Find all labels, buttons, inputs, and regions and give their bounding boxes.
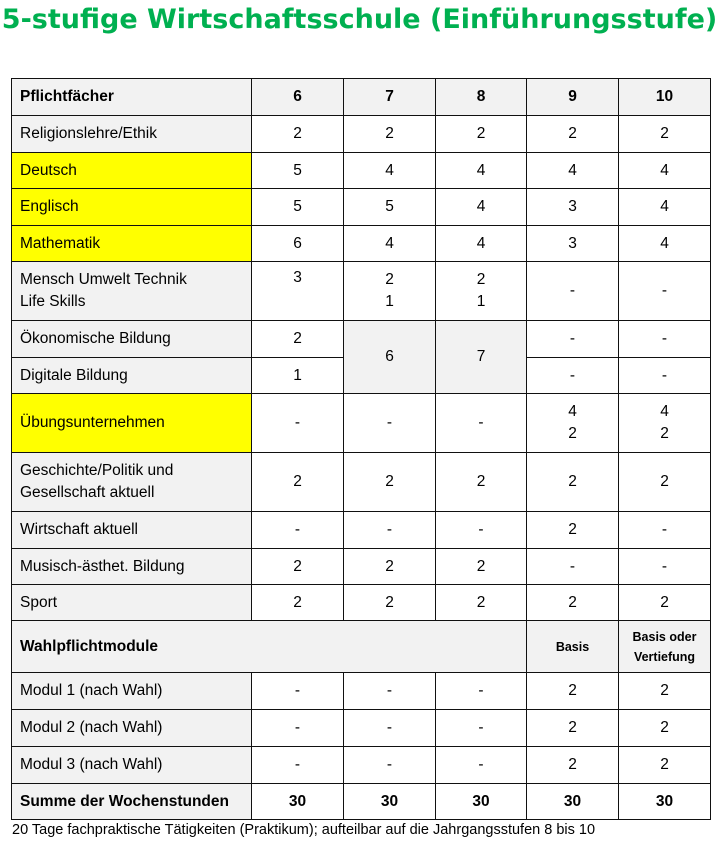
cell-grade-7: 2 — [344, 453, 436, 512]
subject-label-line: Mensch Umwelt Technik — [20, 271, 187, 288]
subject-label — [12, 262, 252, 321]
subject-label — [12, 453, 252, 512]
sum-label: Summe der Wochenstunden — [12, 784, 252, 820]
merged-cell-grade-8: 7 — [436, 321, 527, 394]
header-grade-9: 9 — [527, 79, 619, 116]
subject-label: Mathematik — [12, 226, 252, 262]
table-row — [12, 189, 711, 226]
header-grade-10: 10 — [619, 79, 711, 116]
cell-grade-6: 2 — [252, 321, 344, 358]
cell-value: 1 — [476, 293, 486, 310]
cell-grade-8: 2 — [436, 585, 527, 621]
cell-value: 2 — [660, 425, 669, 442]
cell-grade-6: - — [252, 673, 344, 710]
header-grade-7: 7 — [344, 79, 436, 116]
subject-label: Wirtschaft aktuell — [12, 512, 252, 549]
cell-value: 4 — [568, 403, 577, 420]
cell-grade-9: 2 — [527, 673, 619, 710]
subject-label-line: Geschichte/Politik und — [20, 462, 174, 479]
cell-grade-7 — [344, 262, 436, 321]
sum-row — [12, 784, 711, 820]
cell-grade-8: - — [436, 673, 527, 710]
module-label: Modul 3 (nach Wahl) — [12, 747, 252, 784]
cell-grade-9: 3 — [527, 226, 619, 262]
table-row — [12, 116, 711, 153]
cell-grade-9: 2 — [527, 512, 619, 549]
cell-value: 2 — [385, 271, 394, 288]
subject-label: Musisch-ästhet. Bildung — [12, 549, 252, 585]
cell-grade-8: - — [436, 710, 527, 747]
table-row — [12, 321, 711, 358]
cell-grade-9: 2 — [527, 116, 619, 153]
footnote: 20 Tage fachpraktische Tätigkeiten (Praktikum); aufteilbar auf die Jahrgangsstufen 8 bis 10 — [12, 822, 596, 838]
module-label: Modul 1 (nach Wahl) — [12, 673, 252, 710]
cell-grade-6: 1 — [252, 358, 344, 394]
page-title: 5-stufige Wirtschaftsschule (Einführungsstufe) — [1, 4, 718, 35]
cell-grade-7: - — [344, 710, 436, 747]
subject-label: Deutsch — [12, 153, 252, 189]
cell-grade-9: - — [527, 321, 619, 358]
cell-grade-6: 2 — [252, 549, 344, 585]
cell-grade-9: 4 — [527, 153, 619, 189]
cell-value: 4 — [660, 403, 669, 420]
cell-grade-10: 4 — [619, 189, 711, 226]
table-row — [12, 747, 711, 784]
cell-grade-10: - — [619, 358, 711, 394]
header-grade-8: 8 — [436, 79, 527, 116]
cell-grade-9: 2 — [527, 747, 619, 784]
timetable — [11, 78, 711, 820]
cell-grade-8: 4 — [436, 153, 527, 189]
cell-grade-10: 2 — [619, 453, 711, 512]
cell-grade-9: 2 — [527, 710, 619, 747]
cell-grade-8: 2 — [436, 453, 527, 512]
cell-grade-6: - — [252, 710, 344, 747]
cell-grade-8: 2 — [436, 116, 527, 153]
table-row — [12, 262, 711, 321]
cell-grade-6: - — [252, 747, 344, 784]
subject-label: Ökonomische Bildung — [12, 321, 252, 358]
wahlpflicht-grade-10 — [619, 621, 711, 673]
cell-grade-10: 2 — [619, 747, 711, 784]
cell-grade-10: 4 — [619, 226, 711, 262]
wahlpflicht-grade-10-line: Basis oder — [632, 629, 697, 644]
cell-value: 2 — [568, 425, 577, 442]
wahlpflicht-header-row — [12, 621, 711, 673]
cell-grade-10: 2 — [619, 585, 711, 621]
cell-grade-7: - — [344, 747, 436, 784]
cell-grade-10: 2 — [619, 116, 711, 153]
subject-label: Religionslehre/Ethik — [12, 116, 252, 153]
cell-grade-9: - — [527, 262, 619, 321]
cell-grade-7: 5 — [344, 189, 436, 226]
cell-grade-9: 2 — [527, 585, 619, 621]
cell-grade-8: - — [436, 747, 527, 784]
cell-grade-6: - — [252, 394, 344, 453]
subject-label: Sport — [12, 585, 252, 621]
cell-grade-8: 2 — [436, 549, 527, 585]
header-subject: Pflichtfächer — [12, 79, 252, 116]
cell-grade-7: 2 — [344, 585, 436, 621]
cell-grade-7: - — [344, 512, 436, 549]
wahlpflicht-label: Wahlpflichtmodule — [12, 621, 527, 673]
cell-grade-6: 2 — [252, 585, 344, 621]
cell-grade-6: 2 — [252, 453, 344, 512]
cell-grade-10: - — [619, 549, 711, 585]
cell-grade-7: 4 — [344, 153, 436, 189]
cell-grade-10 — [619, 394, 711, 453]
subject-label-line: Gesellschaft aktuell — [20, 484, 155, 501]
cell-grade-10: - — [619, 321, 711, 358]
table-row — [12, 453, 711, 512]
cell-grade-10: 2 — [619, 673, 711, 710]
cell-grade-7: - — [344, 673, 436, 710]
cell-grade-8: - — [436, 394, 527, 453]
sum-grade-10: 30 — [619, 784, 711, 820]
cell-grade-8 — [436, 262, 527, 321]
cell-grade-6: 2 — [252, 116, 344, 153]
merged-cell-grade-7: 6 — [344, 321, 436, 394]
cell-grade-8: 4 — [436, 226, 527, 262]
cell-grade-9: 3 — [527, 189, 619, 226]
cell-grade-8: - — [436, 512, 527, 549]
wahlpflicht-grade-10-line: Vertiefung — [633, 649, 696, 664]
cell-grade-6: 5 — [252, 189, 344, 226]
table-row — [12, 710, 711, 747]
wahlpflicht-grade-9: Basis — [527, 621, 619, 673]
subject-label: Digitale Bildung — [12, 358, 252, 394]
module-label: Modul 2 (nach Wahl) — [12, 710, 252, 747]
cell-grade-9 — [527, 394, 619, 453]
cell-grade-7: 2 — [344, 549, 436, 585]
cell-grade-9: 2 — [527, 453, 619, 512]
cell-grade-10: - — [619, 512, 711, 549]
table-row — [12, 673, 711, 710]
cell-grade-6: 6 — [252, 226, 344, 262]
cell-grade-8: 4 — [436, 189, 527, 226]
table-row — [12, 153, 711, 189]
cell-grade-6: - — [252, 512, 344, 549]
sum-grade-6: 30 — [252, 784, 344, 820]
cell-value: 1 — [385, 293, 394, 310]
table-row — [12, 226, 711, 262]
table-row — [12, 512, 711, 549]
cell-grade-10: 2 — [619, 710, 711, 747]
cell-grade-9: - — [527, 549, 619, 585]
cell-grade-7: - — [344, 394, 436, 453]
cell-grade-10: 4 — [619, 153, 711, 189]
cell-grade-9: - — [527, 358, 619, 394]
cell-grade-7: 2 — [344, 116, 436, 153]
cell-grade-10: - — [619, 262, 711, 321]
table-row — [12, 585, 711, 621]
subject-label: Übungsunternehmen — [12, 394, 252, 453]
subject-label: Englisch — [12, 189, 252, 226]
sum-grade-8: 30 — [436, 784, 527, 820]
table-row — [12, 394, 711, 453]
subject-label-line: Life Skills — [20, 293, 86, 310]
cell-value: 2 — [476, 271, 486, 288]
sum-grade-7: 30 — [344, 784, 436, 820]
header-grade-6: 6 — [252, 79, 344, 116]
header-row — [12, 79, 711, 116]
cell-grade-7: 4 — [344, 226, 436, 262]
cell-grade-6: 5 — [252, 153, 344, 189]
sum-grade-9: 30 — [527, 784, 619, 820]
table-row — [12, 549, 711, 585]
cell-grade-6: 3 — [252, 262, 344, 321]
